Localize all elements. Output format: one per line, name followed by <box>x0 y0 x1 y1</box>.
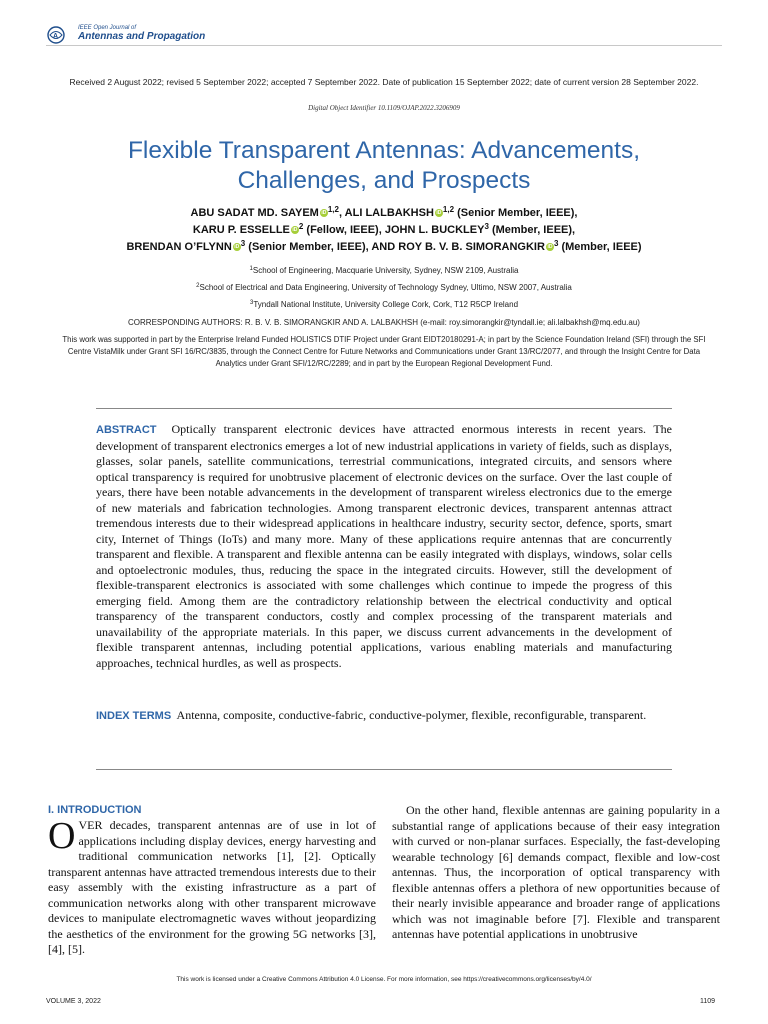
affiliation-2: $^2$School of Electrical and Data Engineering, University of Technology Sydney, Ultimo, NSW 2007, Australia <box>196 283 572 292</box>
index-terms-text: Antenna, composite, conductive-fabric, conductive-polymer, flexible, reconfigurable, transparent. <box>176 708 647 722</box>
author-name: BRENDAN O’FLYNN <box>126 241 232 253</box>
doi: Digital Object Identifier 10.1109/OJAP.2022.3206909 <box>308 104 460 112</box>
abstract-bottom-divider <box>96 769 672 770</box>
orcid-icon[interactable]: iD <box>321 210 327 216</box>
footer-page-number: 1109 <box>700 998 716 1005</box>
funding-note: This work was supported in part by the Enterprise Ireland Funded HOLISTICS DTIF Project under Grant EIDT20180291-A; in part by the Science Foundation Ireland (SFI) through the SFI Centre VistaMilk under Grant SFI 16/RC/3835, through the Connect Centre for Future Networks and Communications under Grant 13/RC/2077, and through the Insight Centre for Data Analytics under Grant SFI/12/RC/2289; and in part by the European Regional Development Fund. <box>62 335 706 368</box>
intro-left-text: VER decades, transparent antennas are of use in lot of applications including display devices, energy harvesting and traditional communication networks [1], [2]. Optically transparent antennas have attracted tremendous interests due to their easy assembly with the existing infrastructure as a part of communication networks along with other transparent microwave devices to manipulate electromagnetic waves without jeopardizing the aesthetics of the environment for the growing 5G networks [3], [4], [5]. <box>48 818 376 956</box>
corresponding-authors: CORRESPONDING AUTHORS: R. B. V. B. SIMORANGKIR AND A. LALBAKHSH (e-mail: roy.simorangkir@tyndall.ie; ali.lalbakhsh@mq.edu.au) <box>128 318 640 327</box>
journal-subtitle: IEEE Open Journal of <box>78 25 137 31</box>
author-line-2: KARU P. ESSELLE iD $^2$ (Fellow, IEEE), JOHN L. BUCKLEY$^3$ (Member, IEEE), <box>192 222 576 236</box>
intro-left-column <box>48 815 376 958</box>
abstract-text: Optically transparent electronic devices have attracted enormous interests in recent years. The development of transparent electronics emerges a lot of new industrial applications in variety of fields, such as displays, glasses, solar panels, satellite communications, terrestrial communications, integrated circuits, and sensors where optical transparency is required for unobtrusive placement of electronic devices on the surface. Over the last couple of years, there have been notable advancements in the development of transparent wireless electronics due to the emerge of new materials and fabrication technologies. Among transparent electronic devices, transparent antennas attract tremendous interests due to their widespread applications in healthcare industry, security sector, defence, sports, smart city, Internet of Things (IoTs) and many more. Many of these applications require antennas that are concurrently transparent and flexible. A transparent and flexible antenna can be easily integrated with displays, windows, solar cells and optoelectronic modules, thus, reducing the space in the integrated circuits. However, still the development of flexible-transparent electronics is associated with some challenges which continue to impede the progress of this emerging field. Among them are the contradictory relationship between the electrical conductivity and optical transparency of the transparent conductors, costly and complex processing of the transparent materials and unavailability of the appropriate materials. In this paper, we discuss current advancements in the development of flexible transparent antennas, including potential applications, various enabling materials and manufacturing approaches, technical hurdles, as well as prospects. <box>96 422 673 670</box>
drop-cap: O <box>48 815 76 857</box>
author-line-3: BRENDAN O’FLYNN iD $^3$ (Senior Member, IEEE), AND ROY B. V. B. SIMORANGKIR iD $^3$ (Member, IEEE) <box>126 239 642 253</box>
orcid-icon[interactable]: iD <box>234 244 240 250</box>
abstract-top-divider <box>96 408 672 409</box>
affiliation-3: $^3$Tyndall National Institute, University College Cork, Cork, T12 R5CP Ireland <box>249 300 519 309</box>
abstract-label: ABSTRACT <box>96 424 157 436</box>
title-line-1: Flexible Transparent Antennas: Advancements, <box>127 137 641 164</box>
author-name: KARU P. ESSELLE <box>192 224 290 236</box>
index-terms-label: INDEX TERMS <box>96 710 172 722</box>
footer-volume: VOLUME 3, 2022 <box>46 998 101 1005</box>
orcid-icon[interactable]: iD <box>436 210 442 216</box>
license-notice: This work is licensed under a Creative Commons Attribution 4.0 License. For more information, see https://creativecommons.org/licenses/by/4.0/ <box>176 976 592 983</box>
received-dates: Received 2 August 2022; revised 5 September 2022; accepted 7 September 2022. Date of publication 15 September 2022; date of current version 28 September 2022. <box>69 77 699 87</box>
orcid-icon[interactable]: iD <box>547 244 553 250</box>
svg-text:A: A <box>53 33 59 40</box>
affiliation-1: $^1$School of Engineering, Macquarie University, Sydney, NSW 2109, Australia <box>249 266 519 275</box>
abstract <box>96 422 672 671</box>
intro-right-column: On the other hand, flexible antennas are gaining popularity in a substantial range of applications because of their easy integration with curved or non-planar surfaces. Especially, the fast-developing wearable technology [6] demands compact, flexible and low-cost antennas. Thus, the incorporation of optical transparency with flexible antennas offers a plethora of new opportunities because of their nearly invisible appearance and broader range of applications which was not imaginable before [7]. Flexible and transparent antennas have potential applications in unobtrusive <box>392 803 720 941</box>
paper-title <box>40 136 728 196</box>
author-name: ABU SADAT MD. SAYEM <box>190 207 319 219</box>
journal-name: Antennas and Propagation <box>78 31 206 42</box>
index-terms <box>96 708 672 725</box>
journal-logo-icon <box>46 25 70 45</box>
orcid-icon[interactable]: iD <box>292 227 298 233</box>
section-heading: I. INTRODUCTION <box>48 804 142 816</box>
header-divider <box>46 45 722 46</box>
author-name: , ALI LALBAKHSH <box>338 207 434 219</box>
author-line-1: ABU SADAT MD. SAYEM iD $^{1,2}$, ALI LALBAKHSH iD $^{1,2}$ (Senior Member, IEEE), <box>190 205 578 219</box>
title-line-2: Challenges, and Prospects <box>237 167 531 194</box>
